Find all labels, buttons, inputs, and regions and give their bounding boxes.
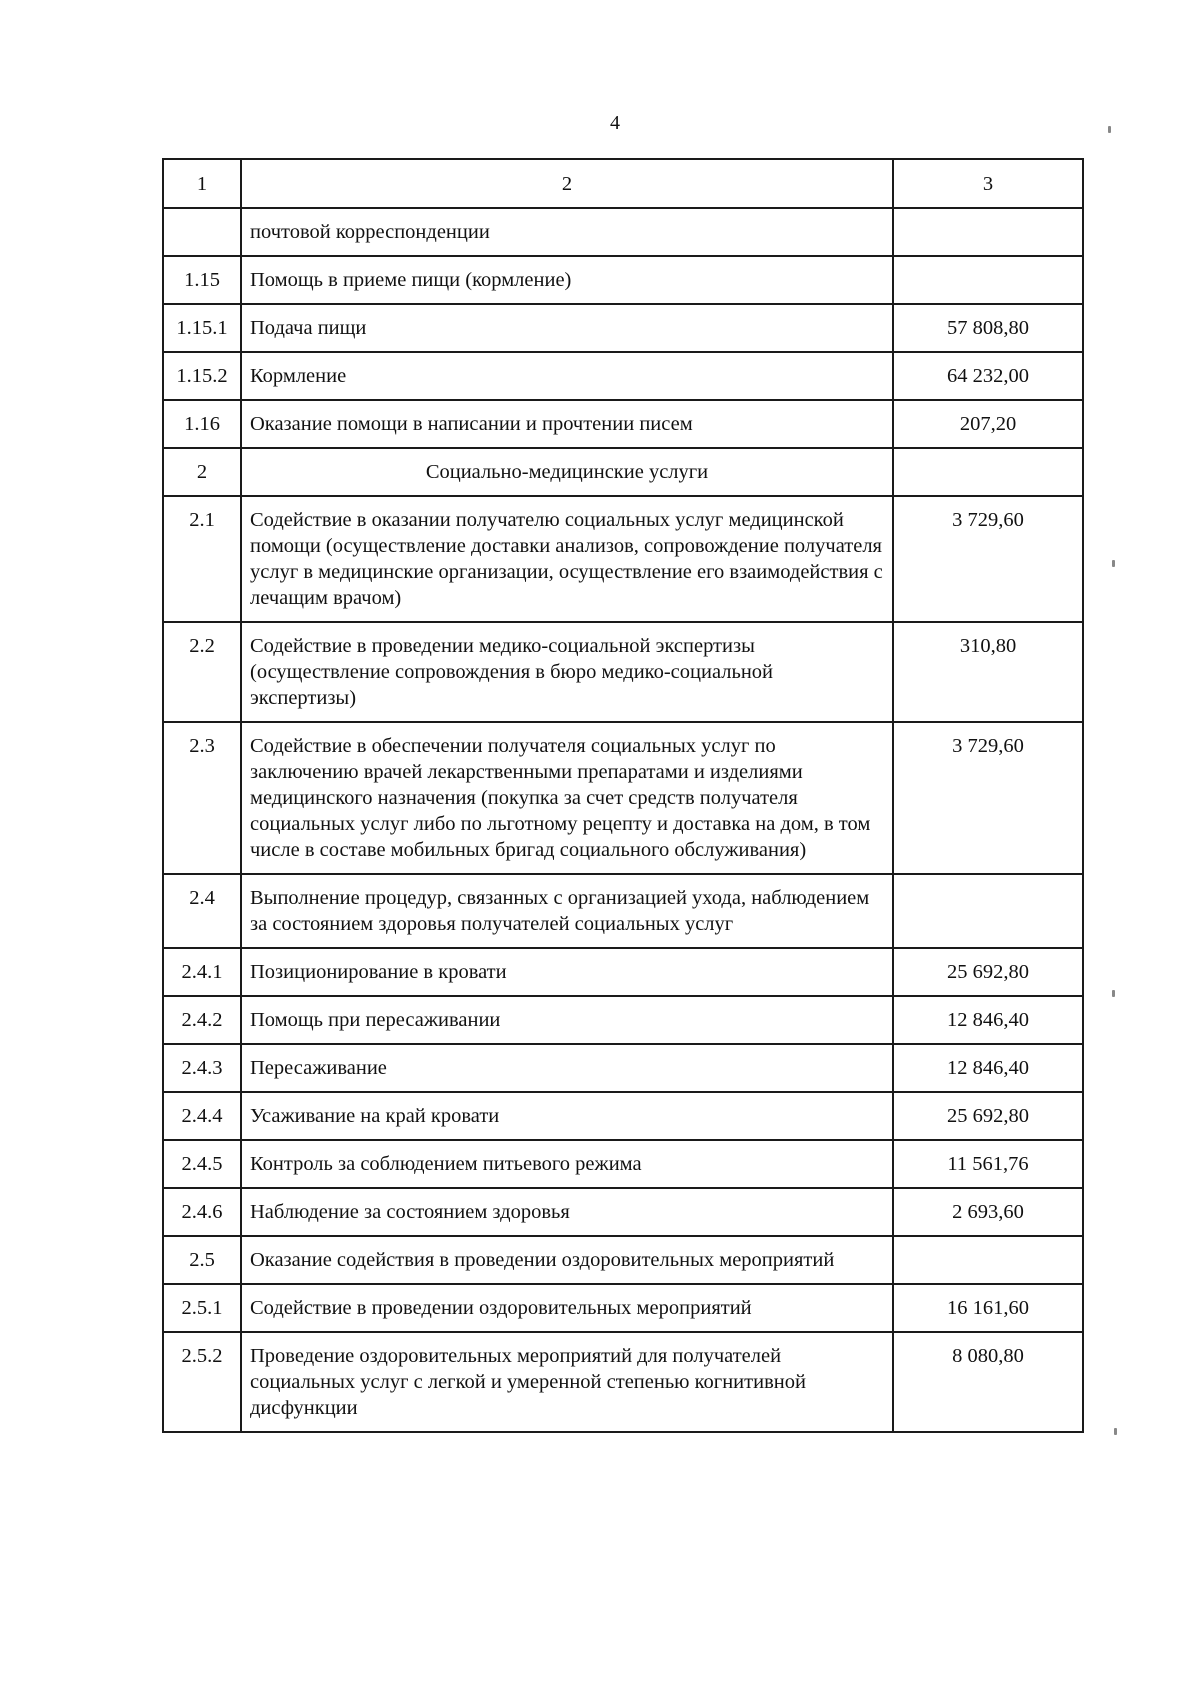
table-row	[163, 874, 1083, 948]
service-price: 207,20	[893, 400, 1083, 448]
table-row	[163, 1188, 1083, 1236]
row-number: 2.5.1	[163, 1284, 241, 1332]
service-price: 25 692,80	[893, 948, 1083, 996]
table-row	[163, 1092, 1083, 1140]
row-number: 2.4.1	[163, 948, 241, 996]
table-row	[163, 304, 1083, 352]
service-name: Помощь при пересаживании	[241, 996, 893, 1044]
table-row	[163, 948, 1083, 996]
table-row	[163, 722, 1083, 874]
row-number: 2.4.2	[163, 996, 241, 1044]
row-number: 1.15	[163, 256, 241, 304]
service-price: 64 232,00	[893, 352, 1083, 400]
service-name: Помощь в приеме пищи (кормление)	[241, 256, 893, 304]
header-col-3: 3	[893, 159, 1083, 208]
table-row	[163, 1332, 1083, 1432]
row-number: 2.4.3	[163, 1044, 241, 1092]
header-col-1: 1	[163, 159, 241, 208]
table-row	[163, 256, 1083, 304]
table-header-row	[163, 159, 1083, 208]
table-row	[163, 1140, 1083, 1188]
table-row	[163, 448, 1083, 496]
scan-mark	[1112, 560, 1115, 567]
table-row	[163, 352, 1083, 400]
service-price: 3 729,60	[893, 722, 1083, 874]
page-number: 4	[610, 112, 620, 134]
service-name: Подача пищи	[241, 304, 893, 352]
row-number: 2.4	[163, 874, 241, 948]
service-price: 12 846,40	[893, 996, 1083, 1044]
row-number: 2.5	[163, 1236, 241, 1284]
service-name: Содействие в оказании получателю социальных услуг медицинской помощи (осуществление доставки анализов, сопровождение получателя услуг в медицинские организации, осуществление его взаимодействия с лечащим врачом)	[241, 496, 893, 622]
row-number: 2.3	[163, 722, 241, 874]
table-row	[163, 1284, 1083, 1332]
service-price	[893, 256, 1083, 304]
table-row	[163, 1236, 1083, 1284]
service-name: Пересаживание	[241, 1044, 893, 1092]
table-row	[163, 400, 1083, 448]
service-price: 11 561,76	[893, 1140, 1083, 1188]
service-name: Усаживание на край кровати	[241, 1092, 893, 1140]
row-number: 1.16	[163, 400, 241, 448]
table-row	[163, 1044, 1083, 1092]
service-name: почтовой корреспонденции	[241, 208, 893, 256]
service-price: 12 846,40	[893, 1044, 1083, 1092]
row-number: 1.15.2	[163, 352, 241, 400]
table-row	[163, 208, 1083, 256]
row-number: 2	[163, 448, 241, 496]
service-price: 57 808,80	[893, 304, 1083, 352]
service-name: Наблюдение за состоянием здоровья	[241, 1188, 893, 1236]
row-number: 2.4.6	[163, 1188, 241, 1236]
service-price	[893, 448, 1083, 496]
service-name: Выполнение процедур, связанных с организацией ухода, наблюдением за состоянием здоровья получателей социальных услуг	[241, 874, 893, 948]
service-name: Содействие в обеспечении получателя социальных услуг по заключению врачей лекарственными препаратами и изделиями медицинского назначения (покупка за счет средств получателя социальных услуг либо по льготному рецепту и доставка на дом, в том числе в составе мобильных бригад социального обслуживания)	[241, 722, 893, 874]
service-name: Содействие в проведении медико-социальной экспертизы (осуществление сопровождения в бюро медико-социальной экспертизы)	[241, 622, 893, 722]
table-row	[163, 622, 1083, 722]
service-name: Содействие в проведении оздоровительных мероприятий	[241, 1284, 893, 1332]
service-price: 3 729,60	[893, 496, 1083, 622]
service-name: Контроль за соблюдением питьевого режима	[241, 1140, 893, 1188]
services-price-table	[162, 158, 1084, 1433]
service-name: Социально-медицинские услуги	[241, 448, 893, 496]
scan-mark	[1112, 990, 1115, 997]
row-number: 2.4.4	[163, 1092, 241, 1140]
service-price: 310,80	[893, 622, 1083, 722]
row-number: 2.5.2	[163, 1332, 241, 1432]
service-price	[893, 874, 1083, 948]
service-price: 8 080,80	[893, 1332, 1083, 1432]
service-name: Проведение оздоровительных мероприятий для получателей социальных услуг с легкой и умеренной степенью когнитивной дисфункции	[241, 1332, 893, 1432]
row-number: 2.4.5	[163, 1140, 241, 1188]
service-name: Оказание содействия в проведении оздоровительных мероприятий	[241, 1236, 893, 1284]
service-price: 2 693,60	[893, 1188, 1083, 1236]
service-name: Кормление	[241, 352, 893, 400]
service-price: 16 161,60	[893, 1284, 1083, 1332]
service-price	[893, 1236, 1083, 1284]
service-name: Оказание помощи в написании и прочтении писем	[241, 400, 893, 448]
scan-mark	[1114, 1428, 1117, 1435]
row-number: 1.15.1	[163, 304, 241, 352]
scan-mark	[1108, 126, 1111, 133]
row-number: 2.1	[163, 496, 241, 622]
service-name: Позиционирование в кровати	[241, 948, 893, 996]
row-number	[163, 208, 241, 256]
service-price: 25 692,80	[893, 1092, 1083, 1140]
table-row	[163, 996, 1083, 1044]
header-col-2: 2	[241, 159, 893, 208]
service-price	[893, 208, 1083, 256]
table-row	[163, 496, 1083, 622]
row-number: 2.2	[163, 622, 241, 722]
